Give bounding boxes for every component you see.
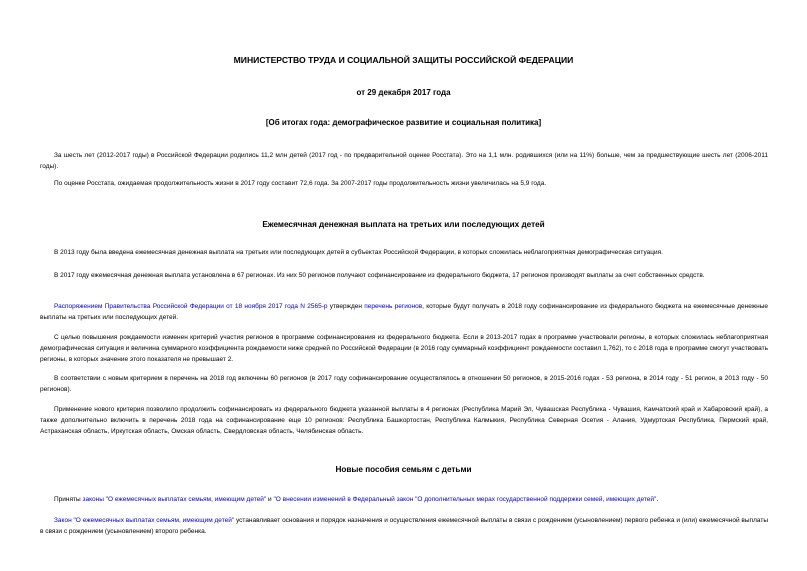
- paragraph-regions-count: В соответствии с новым критерием в перечень на 2018 год включены 60 регионов (в 2017 году софинансирование осуществлялось в отношении 50 регионов, в 2015-2016 годах - 53 региона, в 2014 году - 51 регион, в 2013 году - 50 регионов).: [40, 375, 768, 393]
- document-date: от 29 декабря 2017 года: [356, 88, 451, 97]
- paragraph-births: За шесть лет (2012-2017 годы) в Российской Федерации родились 11,2 млн детей (2017 год - по предварительной оценке Росстата). Это на 1,1 млн. родившихся (или на 11%) больше, чем за предшествующие шесть лет (2006-2011 годы).: [40, 152, 768, 170]
- paragraph-text: Приняты: [54, 496, 83, 503]
- document-subject: [Об итогах года: демографическое развитие и социальная политика]: [265, 118, 542, 127]
- paragraph-law-description: [40, 515, 768, 537]
- paragraph-payment-regions: В 2017 году ежемесячная денежная выплата установлена в 67 регионах. Из них 50 регионов получают софинансирование из федерального бюджета, 17 регионов производят выплаты за счет собственных средств.: [54, 272, 705, 279]
- paragraph-new-criterion: С целью повышения рождаемости изменен критерий участия регионов в программе софинансирования из федерального бюджета. Если в 2013-2017 годах в программе участвовали регионы, в которых сложилась неблагоприятная демографическая ситуация и величина суммарного коэффициента рождаемости ниже средней по Российской Федерации (в 2016 году суммарный коэффициент рождаемости составил 1,762), то с 2018 года в программе смогут участвовать регионы, в которых значение этого показателя не превышает 2.: [40, 334, 768, 363]
- ministry-heading: МИНИСТЕРСТВО ТРУДА И СОЦИАЛЬНОЙ ЗАЩИТЫ РОССИЙСКОЙ ФЕДЕРАЦИИ: [233, 55, 574, 65]
- section-heading-new-benefits: Новые пособия семьям с детьми: [335, 465, 472, 474]
- paragraph-text: и: [266, 496, 274, 503]
- paragraph-life-expectancy: По оценке Росстата, ожидаемая продолжительность жизни в 2017 году составит 72,6 года. За 2007-2017 годы продолжительность жизни увеличилась на 5,9 года.: [54, 180, 547, 187]
- paragraph-text: утвержден: [327, 303, 365, 310]
- government-order-link[interactable]: Распоряжением Правительства Российской Федерации от 18 ноября 2017 года N 2565-р: [54, 303, 328, 310]
- paragraph-text: устанавливает основания и порядок назначения и осуществления ежемесячной выплаты в связи с рождением (усыновлением) первого ребенка и (или) ежемесячной выплаты в связи с рождением (усыновлением) второго ребенка.: [40, 517, 768, 535]
- paragraph-government-order: [40, 301, 768, 323]
- paragraph-laws-adopted: [40, 494, 768, 505]
- section-heading-monthly-payment: Ежемесячная денежная выплата на третьих или последующих детей: [262, 220, 545, 229]
- law-monthly-payments-link[interactable]: законы "О ежемесячных выплатах семьям, имеющим детей": [82, 496, 267, 503]
- paragraph-additional-regions: Применение нового критерия позволило продолжить софинансировать из федерального бюджета указанной выплаты в 4 регионах (Республика Марий Эл, Чувашская Республика - Чувашия, Камчатский край и Хабаровский край), а также дополнительно включить в перечень 2018 года на софинансирование еще 10 регионов: Республика Башкортостан, Республика Калмыкия, Республика Северная Осетия - Алания, Удмуртская Республика, Пермский край, Астраханская область, Иркутская область, Омская область, Свердловская область, Челябинская область.: [40, 406, 768, 435]
- law-amendments-link[interactable]: "О внесении изменений в Федеральный закон "О дополнительных мерах государственной поддержки семей, имеющих детей": [273, 496, 657, 503]
- paragraph-text: , которые будут получать в 2018 году софинансирование из федерального бюджета на ежемесячные денежные выплаты на третьих или последующих детей.: [40, 303, 769, 321]
- law-link[interactable]: Закон "О ежемесячных выплатах семьям, имеющим детей": [54, 517, 235, 524]
- regions-list-link[interactable]: перечень регионов: [364, 303, 423, 310]
- paragraph-text: .: [656, 496, 659, 503]
- paragraph-payment-introduced: В 2013 году была введена ежемесячная денежная выплата на третьих или последующих детей в субъектах Российской Федерации, в которых сложилась неблагоприятная демографическая ситуация.: [54, 249, 663, 256]
